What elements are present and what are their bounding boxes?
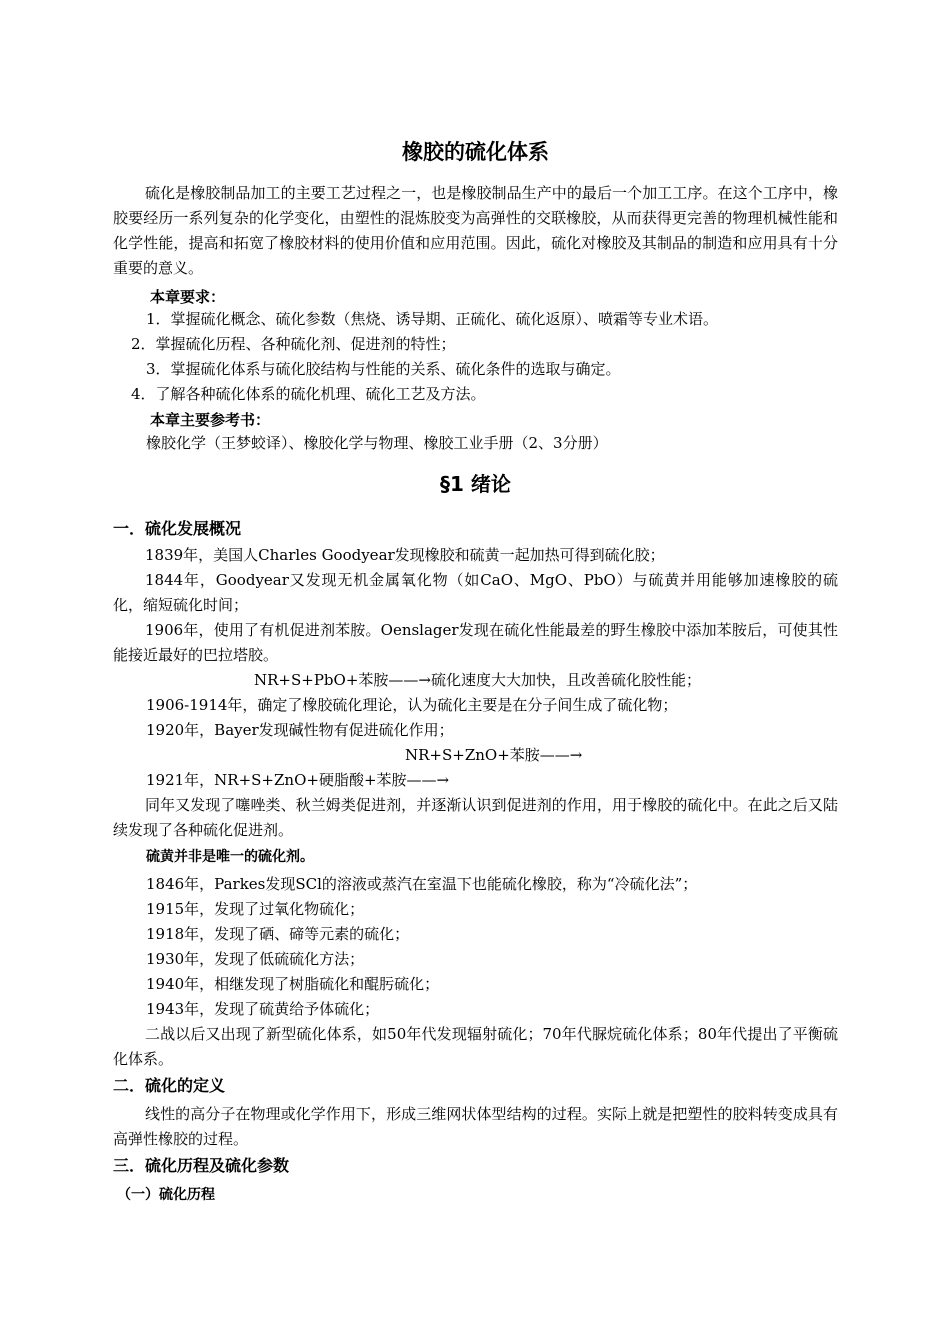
postwar-paragraph: 二战以后又出现了新型硫化体系，如50年代发现辐射硫化；70年代脲烷硫化体系；80年代提出了平衡硫化体系。 <box>113 1025 838 1068</box>
requirement-item: 2．掌握硫化历程、各种硫化剂、促进剂的特性； <box>131 335 456 353</box>
history-line: 1906-1914年，确定了橡胶硫化理论，认为硫化主要是在分子间生成了硫化物； <box>146 696 678 714</box>
formula-1: NR+S+PbO+苯胺——→硫化速度大大加快，且改善硫化胶性能； <box>254 671 701 689</box>
heading-process: 三．硫化历程及硫化参数 <box>113 1156 290 1175</box>
event-item: 1915年，发现了过氧化物硫化； <box>146 900 365 918</box>
requirement-item: 4．了解各种硫化体系的硫化机理、硫化工艺及方法。 <box>131 385 486 403</box>
history-item: 1906年，使用了有机促进剂苯胺。Oenslager发现在硫化性能最差的野生橡胶中添加苯胺后，可使其性能接近最好的巴拉塔胶。 <box>113 621 838 664</box>
history-line: 1920年，Bayer发现碱性物有促进硫化作用； <box>146 721 454 739</box>
section-title: §1 绪论 <box>440 472 511 496</box>
event-item: 1940年，相继发现了树脂硫化和醌肟硫化； <box>146 975 440 993</box>
definition-paragraph: 线性的高分子在物理或化学作用下，形成三维网状体型结构的过程。实际上就是把塑性的胶料转变成具有高弹性橡胶的过程。 <box>113 1105 838 1148</box>
event-item: 1918年，发现了硒、碲等元素的硫化； <box>146 925 410 943</box>
formula-2: NR+S+ZnO+苯胺——→ <box>405 746 583 764</box>
event-item: 1846年，Parkes发现SCl的溶液或蒸汽在室温下也能硫化橡胶，称为“冷硫化法”； <box>146 875 698 893</box>
event-item: 1943年，发现了硫黄给予体硫化； <box>146 1000 380 1018</box>
event-item: 1930年，发现了低硫硫化方法； <box>146 950 365 968</box>
history-item: 1839年，美国人Charles Goodyear发现橡胶和硫黄一起加热可得到硫化胶； <box>145 546 665 564</box>
bold-note: 硫黄并非是唯一的硫化剂。 <box>146 849 314 865</box>
requirements-heading: 本章要求： <box>150 288 226 306</box>
references-text: 橡胶化学（王梦蛟译）、橡胶化学与物理、橡胶工业手册（2、3分册） <box>146 434 608 452</box>
document-title: 橡胶的硫化体系 <box>402 140 549 164</box>
intro-paragraph: 硫化是橡胶制品加工的主要工艺过程之一，也是橡胶制品生产中的最后一个加工工序。在这个工序中，橡胶要经历一系列复杂的化学变化，由塑性的混炼胶变为高弹性的交联橡胶，从而获得更完善的物理机械性能和化学性能，提高和拓宽了橡胶材料的使用价值和应用范围。因此，硫化对橡胶及其制品的制造和应用具有十分重要的意义。 <box>113 184 838 277</box>
requirement-item: 1．掌握硫化概念、硫化参数（焦烧、诱导期、正硫化、硫化返原）、喷霜等专业术语。 <box>146 310 719 328</box>
heading-definition: 二．硫化的定义 <box>113 1076 226 1095</box>
subheading-process: （一）硫化历程 <box>117 1187 215 1203</box>
history-item: 1844年，Goodyear又发现无机金属氧化物（如CaO、MgO、PbO）与硫黄并用能够加速橡胶的硫化，缩短硫化时间； <box>113 571 838 614</box>
later-paragraph: 同年又发现了噻唑类、秋兰姆类促进剂，并逐渐认识到促进剂的作用，用于橡胶的硫化中。在此之后又陆续发现了各种硫化促进剂。 <box>113 796 838 839</box>
references-heading: 本章主要参考书： <box>150 411 271 429</box>
heading-history: 一．硫化发展概况 <box>113 519 242 538</box>
requirement-item: 3．掌握硫化体系与硫化胶结构与性能的关系、硫化条件的选取与确定。 <box>146 360 621 378</box>
history-line: 1921年，NR+S+ZnO+硬脂酸+苯胺——→ <box>146 771 450 789</box>
